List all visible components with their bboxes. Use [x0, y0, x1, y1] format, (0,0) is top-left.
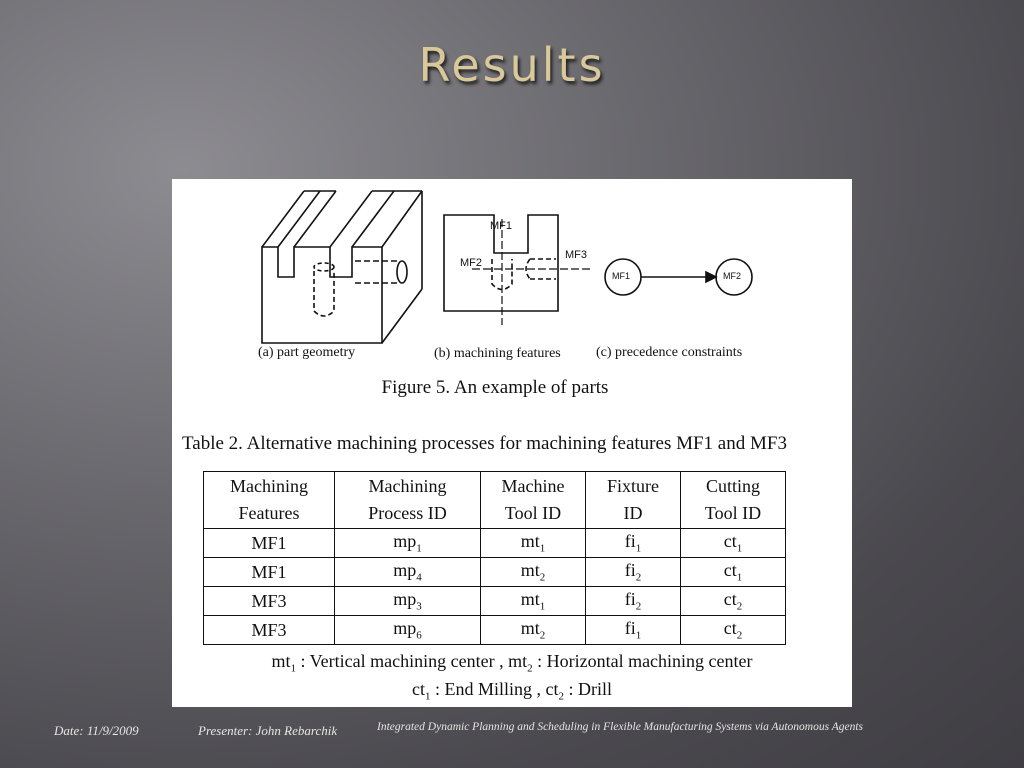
- table-row: [204, 587, 786, 616]
- table-cell: MF3: [204, 587, 335, 616]
- table-cell: $mt_1$: [481, 587, 586, 616]
- header-line: Machine: [501, 476, 565, 496]
- header-line: Tool ID: [504, 503, 562, 523]
- node-mf2-label: MF2: [723, 271, 741, 281]
- header-line: Cutting: [705, 476, 760, 496]
- header-machining-process-id: [335, 472, 481, 529]
- table-row: [204, 558, 786, 587]
- header-fixture-id: [586, 472, 681, 529]
- note-cutting-tools: $ct_1$ : End Milling , $ct_2$ : Drill: [411, 679, 612, 703]
- header-line: Machining: [230, 476, 308, 496]
- note-machine-tools: $mt_1$ : Vertical machining center , $mt_2$ : Horizontal machining center: [271, 651, 753, 675]
- table-cell: $fi_1$: [586, 529, 681, 558]
- table-cell: $mp_3$: [335, 587, 481, 616]
- table-cell: $fi_2$: [586, 587, 681, 616]
- mf1-label: MF1: [490, 220, 512, 232]
- caption-part-geometry: (a) part geometry: [258, 345, 356, 360]
- table-cell: $ct_2$: [681, 587, 786, 616]
- table-row: [204, 616, 786, 645]
- node-mf1-label: MF1: [612, 271, 630, 281]
- mf2-label: MF2: [460, 257, 482, 269]
- header-machining-features: [204, 472, 335, 529]
- mf3-label: MF3: [565, 249, 587, 261]
- footer-presenter: Presenter: John Rebarchik: [198, 723, 338, 738]
- table-cell: MF1: [204, 529, 335, 558]
- table-cell: $mt_2$: [481, 558, 586, 587]
- table-cell: $mp_4$: [335, 558, 481, 587]
- header-line: Machining: [368, 476, 447, 496]
- footer-paper-title: Integrated Dynamic Planning and Scheduling in Flexible Manufacturing Systems via Autonomous Agents: [377, 721, 864, 733]
- table-cell: $mt_1$: [481, 529, 586, 558]
- table-cell: $fi_2$: [586, 558, 681, 587]
- table-cell: $fi_1$: [586, 616, 681, 645]
- table-cell: MF3: [204, 616, 335, 645]
- table-cell: MF1: [204, 558, 335, 587]
- part-geometry-drawing: [262, 191, 422, 343]
- caption-machining-features: (b) machining features: [434, 346, 561, 361]
- table-header-row: [204, 472, 786, 529]
- caption-precedence-constraints: (c) precedence constraints: [596, 345, 743, 360]
- figure-panel: [172, 179, 852, 707]
- table-cell: $ct_1$: [681, 558, 786, 587]
- slide-title: Results: [418, 38, 606, 92]
- machining-features-drawing: [444, 215, 590, 325]
- header-line: Tool ID: [704, 503, 762, 523]
- table-cell: $ct_2$: [681, 616, 786, 645]
- footer-date: Date: 11/9/2009: [54, 723, 139, 738]
- header-line: Fixture: [607, 476, 659, 496]
- header-line: Features: [238, 503, 300, 523]
- table-cell: $mp_6$: [335, 616, 481, 645]
- header-line: Process ID: [368, 503, 447, 523]
- processes-table: [203, 471, 786, 645]
- table-title: Table 2. Alternative machining processes for machining features MF1 and MF3: [182, 433, 787, 454]
- table-cell: $ct_1$: [681, 529, 786, 558]
- table-cell: $mp_1$: [335, 529, 481, 558]
- table-row: [204, 529, 786, 558]
- header-line: ID: [623, 503, 643, 523]
- figure-title: Figure 5. An example of parts: [381, 377, 609, 398]
- header-cutting-tool-id: [681, 472, 786, 529]
- header-machine-tool-id: [481, 472, 586, 529]
- table-cell: $mt_2$: [481, 616, 586, 645]
